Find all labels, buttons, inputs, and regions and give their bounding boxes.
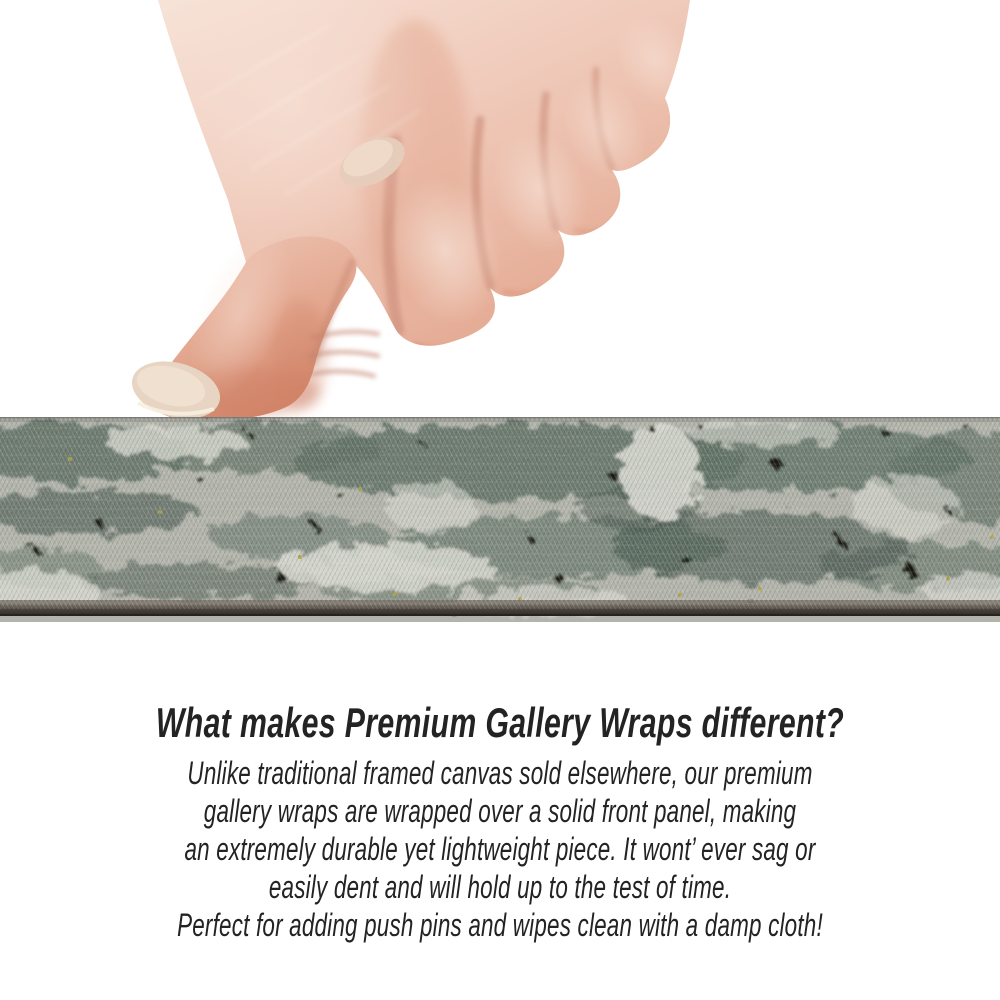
thumb xyxy=(126,216,378,425)
caption xyxy=(0,700,1000,944)
hand-illustration xyxy=(0,0,1000,425)
caption-heading: What makes Premium Gallery Wraps different? xyxy=(155,699,845,746)
canvas-edge-sample xyxy=(0,417,1000,622)
caption-line: gallery wraps are wrapped over a solid front panel, making xyxy=(203,793,797,829)
panel-edge xyxy=(0,600,1000,616)
caption-line: Perfect for adding push pins and wipes clean with a damp cloth! xyxy=(177,907,823,943)
caption-line: an extremely durable yet lightweight piece. It wont’ ever sag or xyxy=(184,831,816,867)
caption-line: Unlike traditional framed canvas sold elsewhere, our premium xyxy=(187,755,813,791)
canvas-texture xyxy=(0,417,1000,622)
caption-line: easily dent and will hold up to the test of time. xyxy=(268,869,732,905)
